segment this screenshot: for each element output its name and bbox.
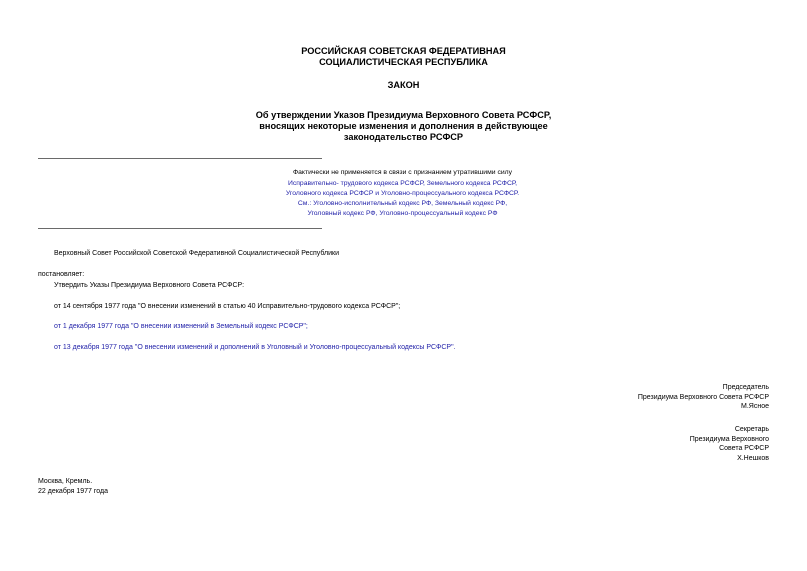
signature-org: Президиума Верховного Совета РСФСР <box>637 393 769 401</box>
note-line-3 <box>200 189 605 199</box>
place-text: Москва, Кремль. <box>38 478 93 485</box>
link-ugolovny-kodeks-rsfsr[interactable]: Уголовного кодекса РСФСР <box>285 190 374 197</box>
title-line-3: законодательство РСФСР <box>343 132 464 142</box>
note-punct: , <box>505 200 508 207</box>
signature-chairman <box>569 383 769 412</box>
note-line-2 <box>200 179 605 189</box>
signature-org-line-1: Президиума Верховного <box>689 435 769 443</box>
signature-role: Председатель <box>722 384 769 391</box>
link-ugolovno-ispolnitelny-kodeks-rf[interactable]: Уголовно-исполнительный кодекс РФ <box>313 200 432 207</box>
link-ugolovny-kodeks-rf[interactable]: Уголовный кодекс РФ <box>307 210 376 217</box>
date-text: 22 декабря 1977 года <box>38 488 109 495</box>
title-line-2: вносящих некоторые изменения и дополнения в действующее <box>259 121 548 131</box>
decree-3-link[interactable]: от 13 декабря 1977 года "О внесении изменений и дополнений в Уголовный и Уголовно-процессуальный кодексы РСФСР". <box>54 344 456 351</box>
approve-text: Утвердить Указы Президиума Верховного Совета РСФСР: <box>54 282 245 289</box>
doc-type: ЗАКОН <box>387 80 420 90</box>
header-line-1: РОССИЙСКАЯ СОВЕТСКАЯ ФЕДЕРАТИВНАЯ <box>301 46 506 56</box>
note-see-prefix: См.: <box>297 200 314 207</box>
note-punct: . <box>517 190 520 197</box>
divider-bottom <box>38 228 322 229</box>
decree-2-link[interactable]: от 1 декабря 1977 года "О внесении изменений в Земельный кодекс РСФСР"; <box>54 323 308 330</box>
divider-top <box>38 158 322 159</box>
signature-org-line-2: Совета РСФСР <box>719 445 769 453</box>
note-line-1 <box>200 168 605 178</box>
decides-text: постановляет: <box>38 271 85 278</box>
link-ugolovno-processualny-kodeks-rsfsr[interactable]: Уголовно-процессуального кодекса РСФСР <box>380 190 518 197</box>
note-line-5 <box>200 209 605 219</box>
link-ispravitelno-trudovoy-kodeks[interactable]: Исправительно- трудового кодекса РСФСР <box>287 180 423 187</box>
decree-1: от 14 сентября 1977 года "О внесении изменений в статью 40 Исправительно-трудового кодекса РСФСР"; <box>54 303 401 310</box>
header-line-2: СОЦИАЛИСТИЧЕСКАЯ РЕСПУБЛИКА <box>319 57 488 67</box>
signature-secretary <box>569 425 769 463</box>
signature-name: Х.Нешков <box>737 454 769 462</box>
note-separator: , <box>422 180 427 187</box>
title-line-1: Об утверждении Указов Президиума Верховного Совета РСФСР, <box>255 110 552 120</box>
note-conjunction: и <box>373 190 381 197</box>
link-zemelny-kodeks-rf[interactable]: Земельный кодекс РФ <box>434 200 506 207</box>
note-line-4 <box>200 199 605 209</box>
signature-role: Секретарь <box>734 426 769 433</box>
council-text: Верховный Совет Российской Советской Федеративной Социалистической Республики <box>54 250 339 257</box>
link-zemelny-kodeks-rsfsr[interactable]: Земельного кодекса РСФСР <box>426 180 516 187</box>
signature-name: М.Ясное <box>741 403 769 411</box>
note-separator: , <box>431 200 435 207</box>
note-text: Фактически не применяется в связи с признанием утратившими силу <box>292 169 513 176</box>
link-ugolovno-processualny-kodeks-rf[interactable]: Уголовно-процессуальный кодекс РФ <box>379 210 498 217</box>
note-punct: , <box>515 180 518 187</box>
note-separator: , <box>375 210 380 217</box>
